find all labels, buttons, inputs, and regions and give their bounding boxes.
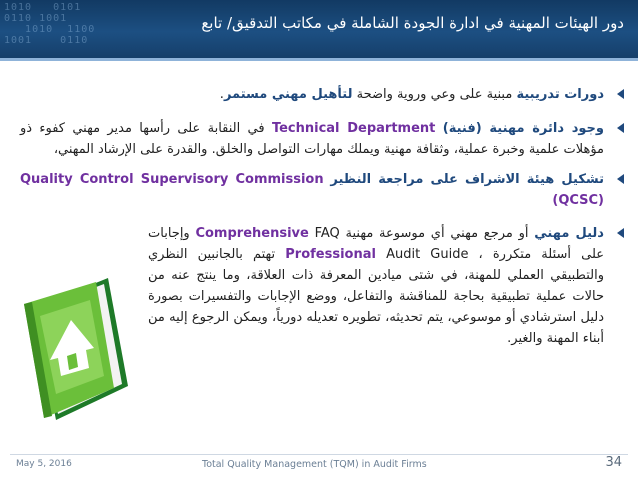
bullet-arrow-icon [617,123,624,133]
bullet-text: مبنية على وعي وروية واضحة [352,87,517,102]
bullet-english-term: Quality Control Supervisory Commission (QCSC) [20,172,604,208]
bullet-english-professional: Professional [285,247,376,262]
bullet-text: في النقابة على رأسها مدير مهني كفوء ذو مؤهلات علمية وخبرة عملية، وثقافة مهنية ويملك مهارات التواصل والخلق. والقدرة على الإرشاد المهني، [20,121,604,157]
bullet-english-faq: FAQ [314,226,340,241]
bullet-emphasis: تشكيل هيئة الاشراف على مراجعة النظير [330,172,604,187]
slide-header [0,0,638,58]
bullet-english-term: Technical Department [271,121,436,136]
bullet-separator: ، [468,247,483,262]
bullet-emphasis: دورات تدريبية [516,87,604,102]
bullet-arrow-icon [617,174,624,184]
bullet-text-2: وإجابات على أسئلة متكررة [148,226,605,262]
slide-title: دور الهيئات المهنية في ادارة الجودة الشاملة في مكاتب التدقيق/ تابع [201,14,624,32]
bullet-arrow-icon [617,89,624,99]
binary-pattern-decoration: 1010 0101 0110 1001 1010 1100 1001 0110 [4,2,96,46]
bullet-text-3: تهتم بالجانبين النظري والتطبيقي العملي للمهنة، في شتى ميادين المعرفة ذات العلاقة، وما ينتج عنه من حالات عملية تطبيقية بحاجة للمناقشة والتفاعل، ووضع الإجابات والتفسيرات بصورة دليل استرشادي أو موسوعي، يتم تحديثه، تطويره تعديله دورياً، ويمكن الرجوع إليه من أبناء المهنة والغير. [148,247,604,346]
bullet-technical-department [20,118,624,160]
green-binder-with-house-icon [16,268,138,433]
bullet-emphasis-2: لتأهيل مهني مستمر [223,87,353,102]
footer-title: Total Quality Management (TQM) in Audit Firms [202,459,427,470]
bullet-english-audit-guide: Audit Guide [375,247,469,262]
house-door-icon [67,353,78,370]
bullet-peer-review-commission [20,169,624,211]
bullet-emphasis: دليل مهني [534,226,604,241]
bullet-emphasis: وجود دائرة مهنية (فنية) [442,121,605,136]
header-divider [0,58,638,61]
bullet-training [20,84,624,105]
footer-date: May 5, 2016 [16,459,72,469]
footer-divider [10,454,628,455]
bullet-professional-guide [148,223,624,349]
bullet-period: . [219,87,224,102]
bullet-english-term: Comprehensive [195,226,309,241]
slide-number: 34 [605,455,622,470]
bullet-text: أو مرجع مهني أي موسوعة مهنية [339,226,535,241]
bullet-arrow-icon [617,228,624,238]
